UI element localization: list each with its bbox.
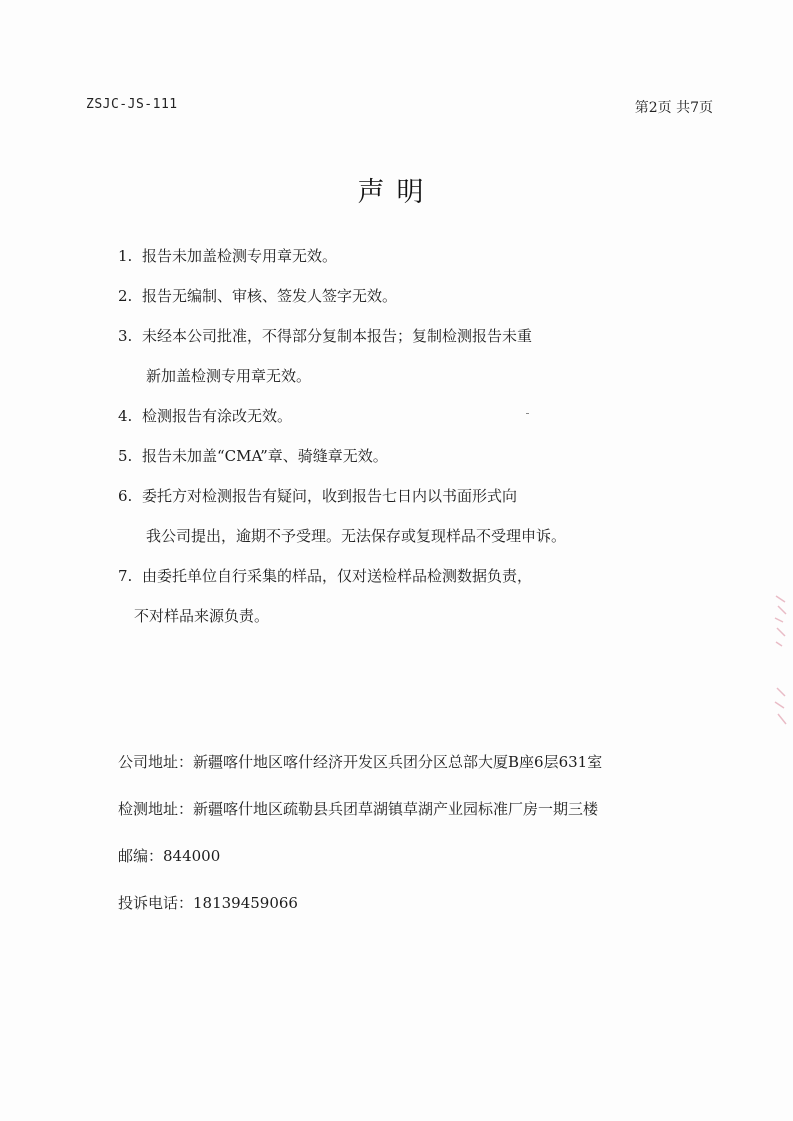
contact-info (118, 750, 738, 938)
statement-number: 2. (118, 287, 133, 305)
statement-item (118, 564, 718, 628)
postcode: 邮编：844000 (118, 847, 221, 865)
document-code: ZSJC-JS-111 (86, 97, 178, 112)
statement-text: 由委托单位自行采集的样品，仅对送检样品检测数据负责， (142, 567, 533, 585)
statement-number: 1. (118, 247, 133, 265)
statement-continuation: 我公司提出，逾期不予受理。无法保存或复现样品不受理申诉。 (146, 527, 567, 545)
seal-fragment-icon (773, 592, 789, 732)
statement-text: 报告未加盖检测专用章无效。 (142, 247, 338, 265)
statement-item (118, 444, 718, 468)
statement-item (118, 484, 718, 548)
page-number: 第2页 共7页 (634, 100, 713, 116)
statement-item (118, 404, 718, 428)
paper-speck (526, 413, 529, 414)
company-address: 公司地址：新疆喀什地区喀什经济开发区兵团分区总部大厦B座6层631室 (118, 753, 603, 771)
statement-list (118, 244, 718, 644)
statement-text: 报告未加盖“CMA”章、骑缝章无效。 (142, 447, 388, 465)
statement-number: 6. (118, 487, 133, 505)
test-address: 检测地址：新疆喀什地区疏勒县兵团草湖镇草湖产业园标准厂房一期三楼 (118, 800, 599, 818)
statement-text: 未经本公司批准，不得部分复制本报告；复制检测报告未重 (142, 327, 533, 345)
complaint-phone: 投诉电话：18139459066 (118, 894, 298, 912)
statement-number: 5. (118, 447, 133, 465)
statement-continuation: 不对样品来源负责。 (134, 607, 270, 625)
statement-item (118, 324, 718, 388)
statement-number: 7. (118, 567, 133, 585)
statement-number: 3. (118, 327, 133, 345)
statement-text: 报告无编制、审核、签发人签字无效。 (142, 287, 398, 305)
statement-text: 委托方对检测报告有疑问，收到报告七日内以书面形式向 (142, 487, 518, 505)
statement-item (118, 284, 718, 308)
page-title: 声明 (357, 177, 436, 208)
statement-item (118, 244, 718, 268)
statement-text: 检测报告有涂改无效。 (142, 407, 293, 425)
statement-continuation: 新加盖检测专用章无效。 (146, 367, 312, 385)
statement-number: 4. (118, 407, 133, 425)
seam-seal-mark (773, 592, 789, 732)
